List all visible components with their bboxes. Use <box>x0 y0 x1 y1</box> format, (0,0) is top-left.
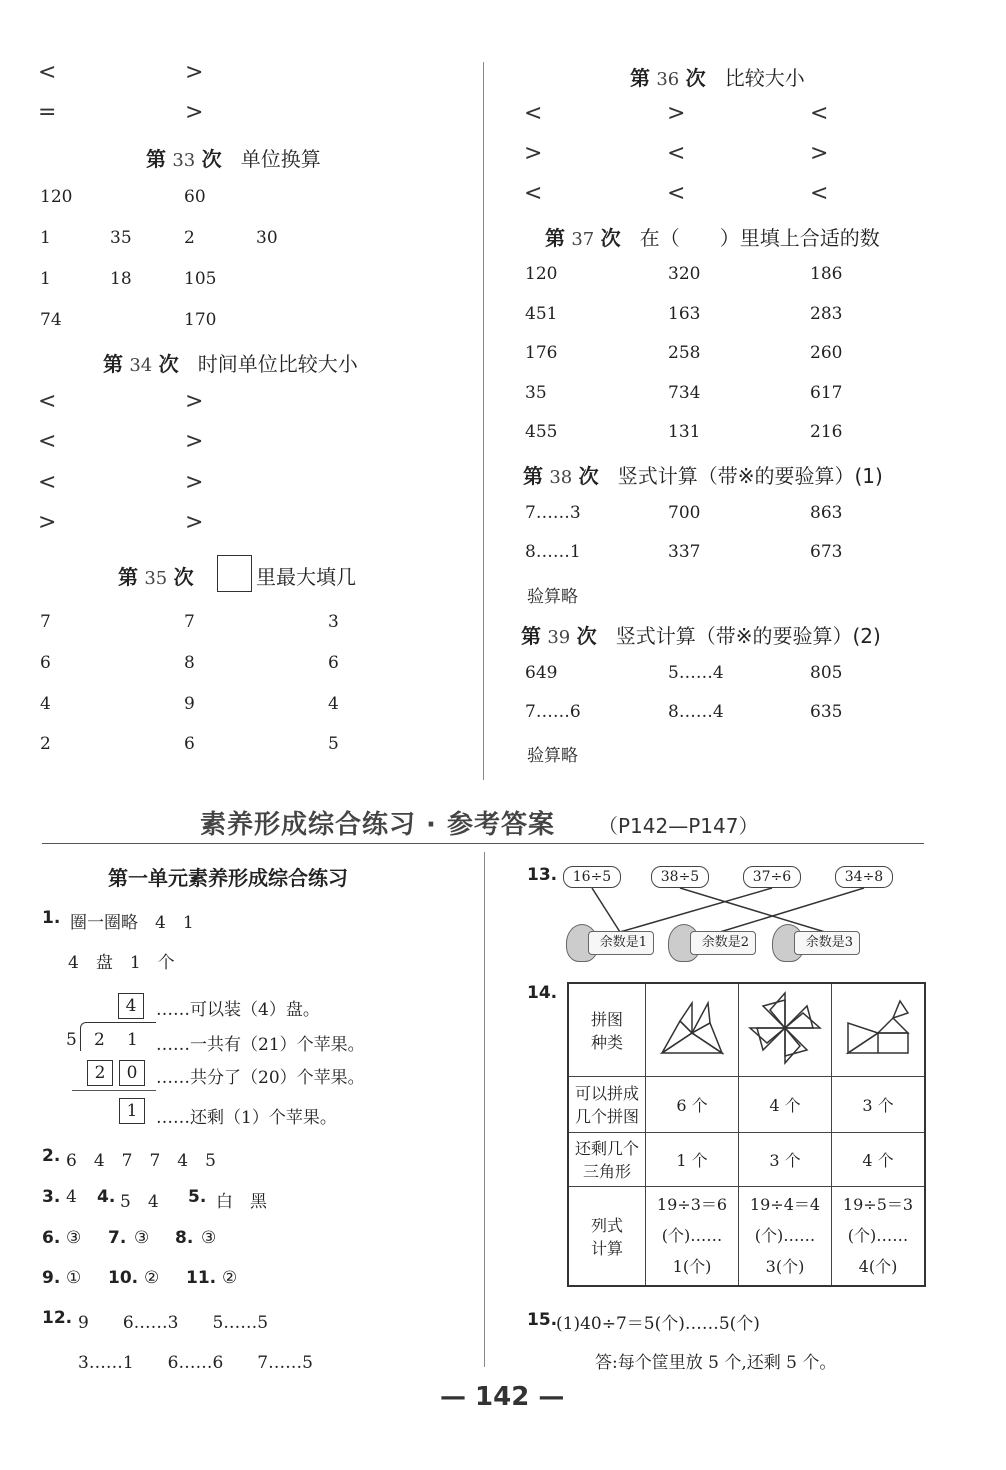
q9-text: ① <box>66 1268 82 1288</box>
q10-num: 10. <box>108 1268 139 1288</box>
remainder-tag-2: 余数是2 <box>690 931 756 955</box>
q2-text: 6 4 7 7 4 5 <box>66 1151 216 1171</box>
s38-r1c2: 700 <box>668 503 701 523</box>
s35-r4c2: 6 <box>184 734 195 754</box>
matching-lines <box>560 885 900 935</box>
s35-r3c1: 4 <box>40 694 51 714</box>
unit1-title: 第一单元素养形成综合练习 <box>108 866 348 890</box>
s34-r2c1: < <box>38 429 57 454</box>
s33-r2c3: 2 <box>184 228 195 248</box>
s34-r1c1: < <box>38 389 57 414</box>
s37-r5c1: 455 <box>525 422 558 442</box>
s36-r3c1: < <box>524 181 543 206</box>
q2-num: 2. <box>42 1146 61 1166</box>
s37-r2c2: 163 <box>668 304 701 324</box>
s36-r2c3: > <box>810 141 829 166</box>
can-make-2: 4 个 <box>739 1076 832 1132</box>
remainder-tag-1: 余数是1 <box>588 931 654 955</box>
q1-note-2: ……一共有（21）个苹果。 <box>156 1035 365 1055</box>
s33-r4c2: 170 <box>184 310 217 330</box>
product-box-2: 0 <box>119 1060 145 1086</box>
dividend-digit-1: 2 <box>94 1030 105 1050</box>
remainder-box: 1 <box>119 1098 145 1124</box>
s38-note: 验算略 <box>527 587 578 607</box>
s35-title: 里最大填几 <box>256 565 356 589</box>
s39-r1c3: 805 <box>810 663 843 683</box>
s38-r1c1: 7……3 <box>525 503 581 523</box>
s37-heading: 第 37 次 在（ ）里填上合适的数 <box>545 226 880 250</box>
q12-line1: 9 6……3 5……5 <box>78 1313 269 1333</box>
s34-r4c1: > <box>38 510 57 535</box>
s35-r1c2: 7 <box>184 612 195 632</box>
tangram-shape-2 <box>739 983 832 1076</box>
s35-r1c3: 3 <box>328 612 339 632</box>
q1-line1: 圈一圈略 4 1 <box>70 913 194 933</box>
s33-r4c1: 74 <box>40 310 62 330</box>
q8-num: 8. <box>175 1228 194 1248</box>
s37-r2c1: 451 <box>525 304 558 324</box>
s34-r3c1: < <box>38 470 57 495</box>
s33-r2c1: 1 <box>40 228 51 248</box>
s38-heading: 第 38 次 竖式计算（带※的要验算）(1) <box>523 464 883 488</box>
q3-text: 4 <box>66 1187 77 1207</box>
s32-r2c2: > <box>185 100 204 125</box>
bone-card-4: 34÷8 <box>835 866 893 888</box>
q8-text: ③ <box>201 1228 217 1248</box>
tangram-shape-1 <box>646 983 739 1076</box>
s38-r2c3: 673 <box>810 542 843 562</box>
bone-card-3: 37÷6 <box>743 866 801 888</box>
calc-3: 19÷5＝3 (个)…… 4(个) <box>832 1186 926 1286</box>
q1-note-3: ……共分了（20）个苹果。 <box>156 1068 365 1088</box>
calc-1: 19÷3＝6 (个)…… 1(个) <box>646 1186 739 1286</box>
s37-r5c3: 216 <box>810 422 843 442</box>
dividend-digit-2: 1 <box>127 1030 138 1050</box>
s35-r2c3: 6 <box>328 653 339 673</box>
s35-r1c1: 7 <box>40 612 51 632</box>
s35-heading: 第 35 次 <box>118 565 194 589</box>
row-header-1: 拼图 种类 <box>568 983 646 1076</box>
q1-line2: 4 盘 1 个 <box>68 953 175 973</box>
s37-r4c2: 734 <box>668 383 701 403</box>
s39-r1c2: 5……4 <box>668 663 724 683</box>
s35-r2c1: 6 <box>40 653 51 673</box>
s38-r2c2: 337 <box>668 542 701 562</box>
s34-r1c2: > <box>185 389 204 414</box>
s35-r3c2: 9 <box>184 694 195 714</box>
q7-text: ③ <box>134 1228 150 1248</box>
s36-r2c2: < <box>667 141 686 166</box>
s39-heading: 第 39 次 竖式计算（带※的要验算）(2) <box>521 624 881 648</box>
divisor: 5 <box>66 1030 77 1050</box>
q15-line1: (1)40÷7＝5(个)……5(个) <box>556 1314 760 1334</box>
s37-r3c1: 176 <box>525 343 558 363</box>
s37-r4c3: 617 <box>810 383 843 403</box>
division-rule <box>72 1090 156 1091</box>
s34-r4c2: > <box>185 510 204 535</box>
banner-title: 素养形成综合练习 · 参考答案 <box>200 810 555 840</box>
q6-num: 6. <box>42 1228 61 1248</box>
banner-range: （P142—P147） <box>598 814 759 838</box>
calc-2: 19÷4＝4 (个)…… 3(个) <box>739 1186 832 1286</box>
s37-r1c2: 320 <box>668 264 701 284</box>
s38-r1c3: 863 <box>810 503 843 523</box>
s36-r3c2: < <box>667 181 686 206</box>
s36-r1c1: < <box>524 101 543 126</box>
s39-r2c3: 635 <box>810 702 843 722</box>
left-over-1: 1 个 <box>646 1132 739 1186</box>
s34-r2c2: > <box>185 429 204 454</box>
s33-r3c3: 105 <box>184 269 217 289</box>
q13-num: 13. <box>527 865 558 885</box>
division-bracket <box>80 1022 156 1051</box>
q4-num: 4. <box>97 1187 116 1207</box>
s39-r1c1: 649 <box>525 663 558 683</box>
s35-r4c1: 2 <box>40 734 51 754</box>
q6-text: ③ <box>66 1228 82 1248</box>
q10-text: ② <box>144 1268 160 1288</box>
q1-note-4: ……还剩（1）个苹果。 <box>156 1108 337 1128</box>
q15-answer: 答:每个筐里放 5 个,还剩 5 个。 <box>595 1353 837 1373</box>
s33-r1c2: 60 <box>184 187 206 207</box>
q9-num: 9. <box>42 1268 61 1288</box>
s37-r2c3: 283 <box>810 304 843 324</box>
row-header-4: 列式 计算 <box>568 1186 646 1286</box>
product-box-1: 2 <box>87 1060 113 1086</box>
left-over-3: 4 个 <box>832 1132 926 1186</box>
remainder-tag-3: 余数是3 <box>794 931 860 955</box>
s33-r1c1: 120 <box>40 187 73 207</box>
q1-num: 1. <box>42 908 61 928</box>
q12-line2: 3……1 6……6 7……5 <box>78 1353 313 1373</box>
s36-heading: 第 36 次 比较大小 <box>630 66 805 90</box>
s37-r3c2: 258 <box>668 343 701 363</box>
row-header-2: 可以拼成 几个拼图 <box>568 1076 646 1132</box>
bone-card-1: 16÷5 <box>563 866 621 888</box>
empty-square-icon <box>217 555 252 592</box>
s34-r3c2: > <box>185 470 204 495</box>
left-over-2: 3 个 <box>739 1132 832 1186</box>
can-make-1: 6 个 <box>646 1076 739 1132</box>
s35-r3c3: 4 <box>328 694 339 714</box>
q12-num: 12. <box>42 1308 73 1328</box>
q3-num: 3. <box>42 1187 61 1207</box>
s33-heading: 第 33 次 单位换算 <box>146 147 321 171</box>
page-number: — 142 — <box>440 1382 565 1412</box>
quotient-box: 4 <box>118 993 144 1019</box>
top-divider <box>483 62 484 780</box>
bone-card-2: 38÷5 <box>651 866 709 888</box>
s36-r1c3: < <box>810 101 829 126</box>
q15-num: 15. <box>527 1310 558 1330</box>
s36-r3c3: < <box>810 181 829 206</box>
can-make-3: 3 个 <box>832 1076 926 1132</box>
tangram-shape-3 <box>832 983 926 1076</box>
s37-r1c3: 186 <box>810 264 843 284</box>
s39-r2c2: 8……4 <box>668 702 724 722</box>
tangram-table <box>567 982 926 1287</box>
s33-r3c2: 18 <box>110 269 132 289</box>
s36-r2c1: > <box>524 141 543 166</box>
s35-r2c2: 8 <box>184 653 195 673</box>
q11-num: 11. <box>186 1268 217 1288</box>
s34-heading: 第 34 次 时间单位比较大小 <box>103 352 358 376</box>
s33-r2c4: 30 <box>256 228 278 248</box>
s39-note: 验算略 <box>527 746 578 766</box>
s33-r3c1: 1 <box>40 269 51 289</box>
s36-r1c2: > <box>667 101 686 126</box>
bottom-divider <box>484 852 485 1367</box>
q4-text: 5 4 <box>120 1192 159 1212</box>
q5-num: 5. <box>188 1187 207 1207</box>
s37-r5c2: 131 <box>668 422 701 442</box>
q1-note-1: ……可以装（4）盘。 <box>156 1000 320 1020</box>
q14-num: 14. <box>527 983 558 1003</box>
s32-r1c1: < <box>38 60 57 85</box>
q11-text: ② <box>222 1268 238 1288</box>
s35-r4c3: 5 <box>328 734 339 754</box>
s38-r2c1: 8……1 <box>525 542 581 562</box>
row-header-3: 还剩几个 三角形 <box>568 1132 646 1186</box>
s37-r1c1: 120 <box>525 264 558 284</box>
s33-r2c2: 35 <box>110 228 132 248</box>
q7-num: 7. <box>108 1228 127 1248</box>
s39-r2c1: 7……6 <box>525 702 581 722</box>
banner-rule <box>42 843 924 844</box>
q5-text: 白 黑 <box>216 1192 267 1212</box>
s32-r1c2: > <box>185 60 204 85</box>
s37-r3c3: 260 <box>810 343 843 363</box>
s32-r2c1: = <box>38 100 57 125</box>
s37-r4c1: 35 <box>525 383 547 403</box>
